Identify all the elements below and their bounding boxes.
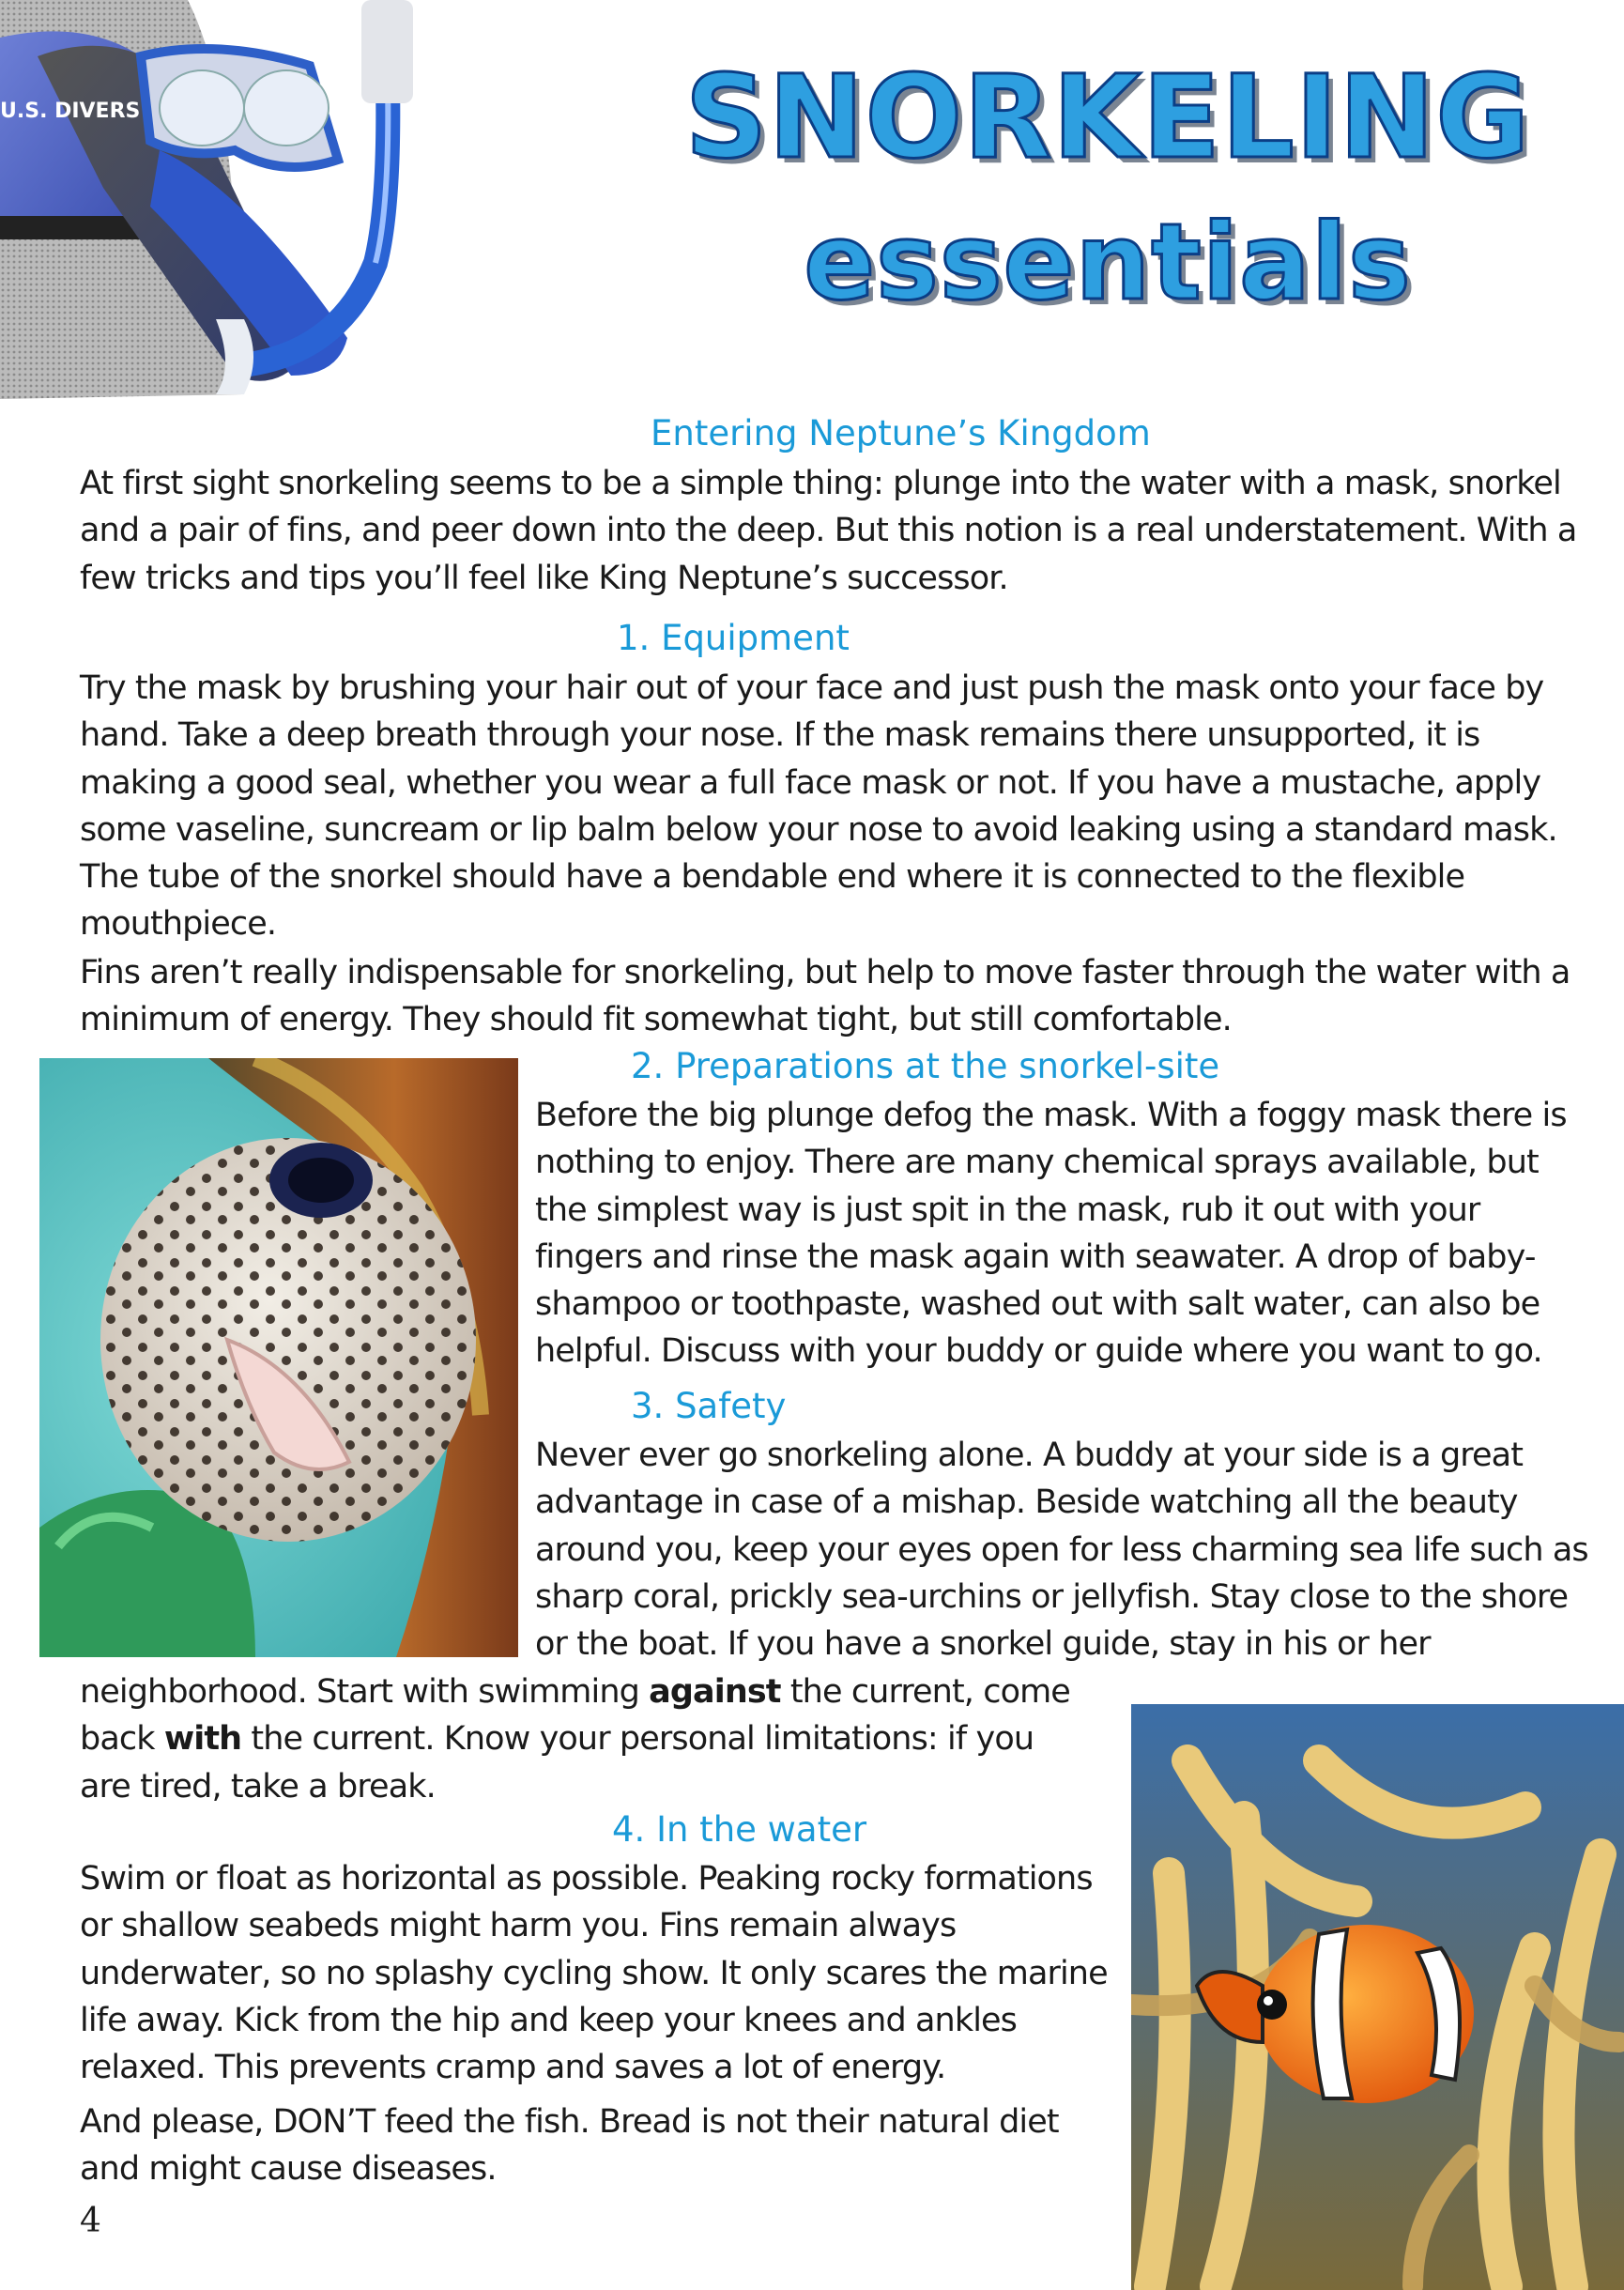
water-heading: 4. In the water bbox=[612, 1809, 867, 1850]
water-text: Swim or float as horizontal as possible. Peaking rocky formations or shallow seabeds might harm you. Fins remain always underwater, so no splashy cycling show. It only scares the marine life away. Kick from the hip and keep your knees and ankles relaxed. This prevents cramp and saves a lot of energy. bbox=[80, 1860, 1108, 2087]
intro-text: At first sight snorkeling seems to be a simple thing: plunge into the water with a mask, snorkel and a pair of fins, and peer down into the deep. But this notion is a real understatement. With a few tricks and tips you’ll feel like King Neptune’s successor. bbox=[80, 465, 1577, 597]
fins-text: Fins aren’t really indispensable for snorkeling, but help to move faster through the water with a minimum of energy. They should fit somewhat tight, but still comfortable. bbox=[80, 954, 1570, 1039]
safety-cont-b: the current, come back bbox=[80, 1673, 1070, 1759]
intro-heading: Entering Neptune’s Kingdom bbox=[651, 413, 1151, 453]
safety-text-continued bbox=[80, 1668, 1094, 1810]
safety-cont-c: the current. Know your personal limitations: if you are tired, take a break. bbox=[80, 1720, 1034, 1806]
safety-heading: 3. Safety bbox=[631, 1386, 787, 1426]
safety-text: Never ever go snorkeling alone. A buddy at your side is a great advantage in case of a mishap. Beside watching all the beauty around you, keep your eyes open for less charming sea life such as sharp coral, prickly sea-urchins or jellyfish. Stay close to the shore or the boat. If you have a snorkel guide, stay in his or her bbox=[535, 1437, 1588, 1664]
safety-cont-a: neighborhood. Start with swimming bbox=[80, 1673, 650, 1711]
closing-text: And please, DON’T feed the fish. Bread is not their natural diet and might cause diseases. bbox=[80, 2103, 1059, 2189]
emphasis-with: with bbox=[163, 1720, 242, 1759]
clownfish-photo bbox=[1131, 1704, 1624, 2290]
page-number: 4 bbox=[80, 2202, 101, 2240]
equipment-text: Try the mask by brushing your hair out of your face and just push the mask onto your face by hand. Take a deep breath through your nose. If the mask remains there unsupported, it is making a good seal, whether you wear a full face mask or not. If you have a mustache, apply some vaseline, suncream or lip balm below your nose to avoid leaking using a standard mask. The tube of the snorkel should have a bendable end where it is connected to the flexible mouthpiece. bbox=[80, 669, 1557, 944]
pufferfish-photo bbox=[39, 1058, 518, 1657]
preparations-heading: 2. Preparations at the snorkel-site bbox=[631, 1046, 1220, 1086]
snorkel-gear-photo bbox=[0, 0, 441, 404]
emphasis-against: against bbox=[649, 1673, 781, 1711]
title-essentials: essentials bbox=[804, 202, 1412, 324]
svg-text:U.S. DIVERS: U.S. DIVERS bbox=[0, 100, 141, 123]
title-snorkeling: SNORKELING bbox=[684, 51, 1531, 184]
equipment-heading: 1. Equipment bbox=[617, 618, 850, 658]
preparations-text: Before the big plunge defog the mask. With a foggy mask there is nothing to enjoy. There are many chemical sprays available, but the simplest way is just spit in the mask, rub it out with your fingers and rinse the mask again with seawater. A drop of baby-shampoo or toothpaste, washed out with salt water, can also be helpful. Discuss with your buddy or guide where you want to go. bbox=[535, 1097, 1567, 1371]
